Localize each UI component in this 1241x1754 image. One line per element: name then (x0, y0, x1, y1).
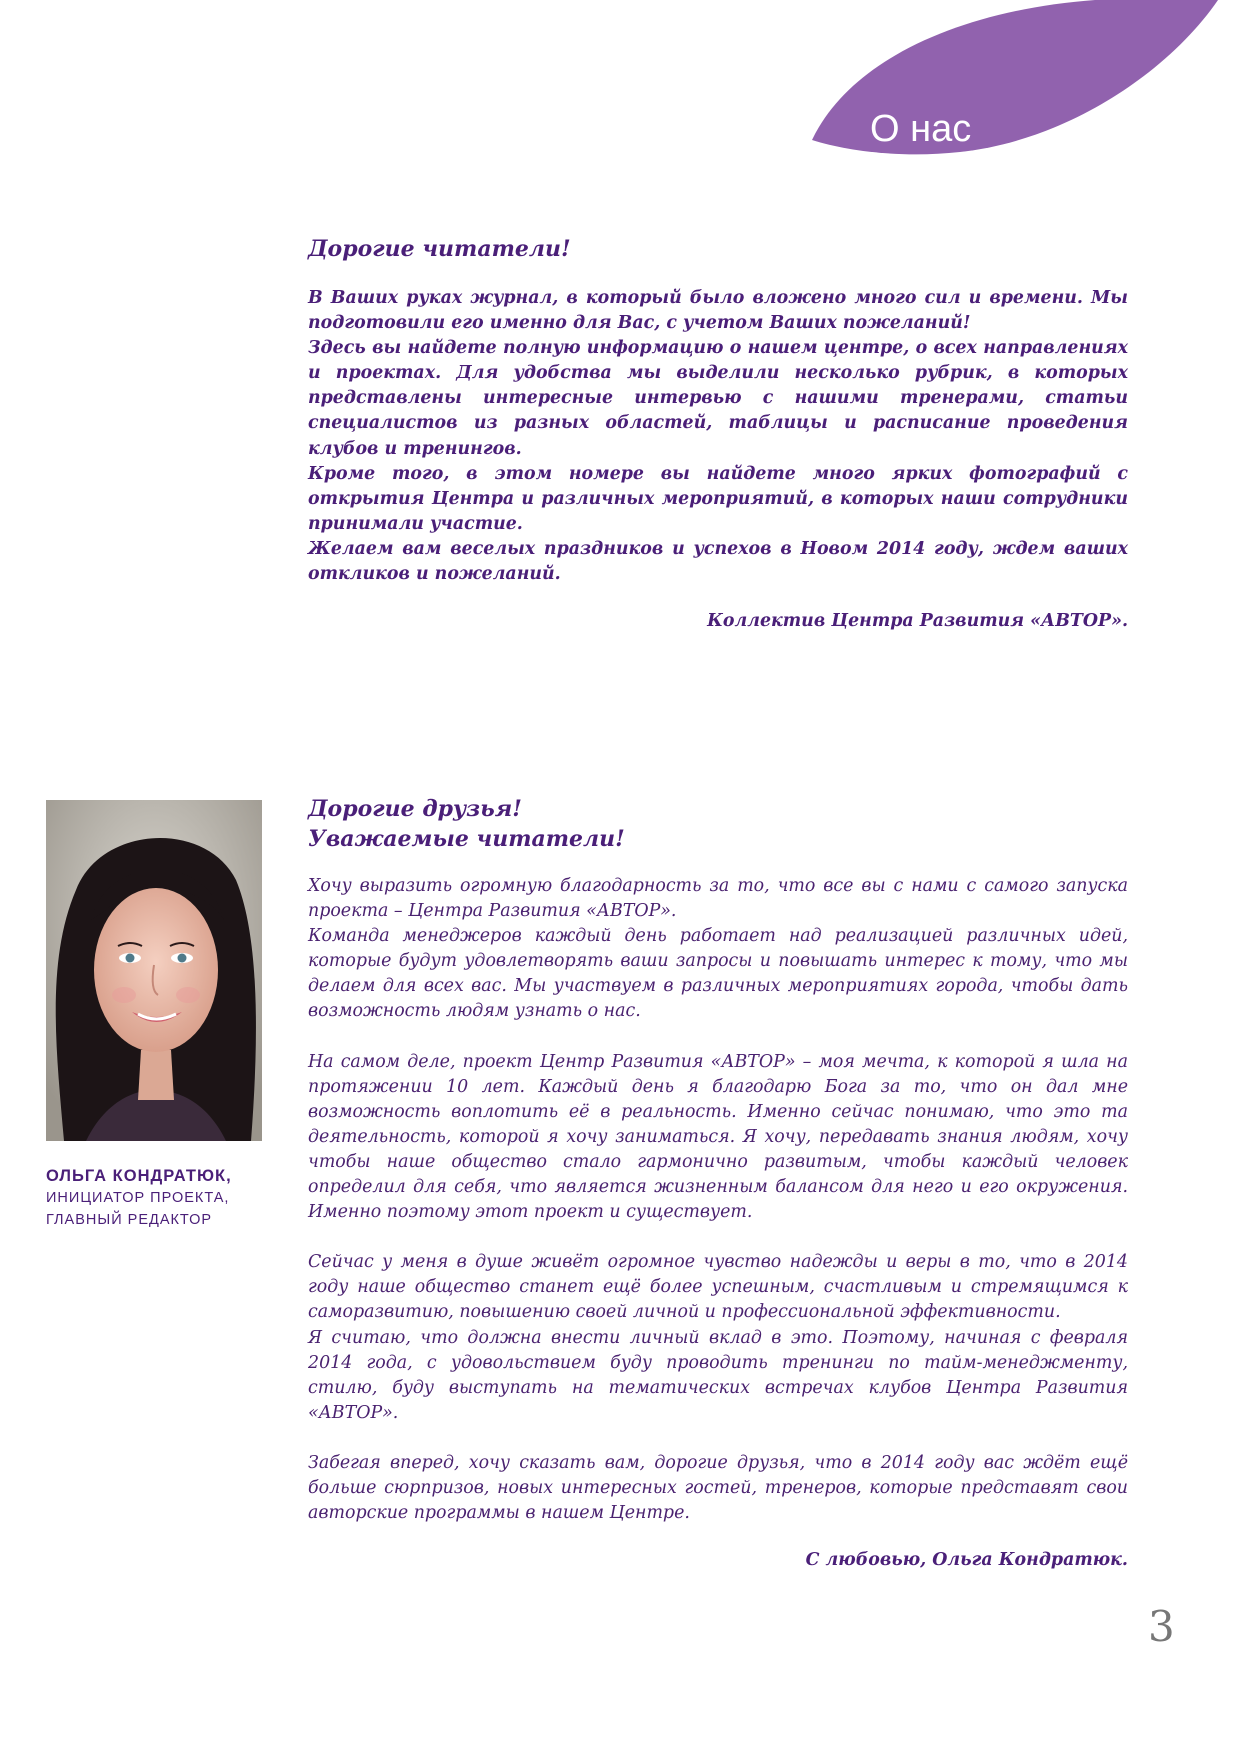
letter-heading: Дорогие друзья! (308, 796, 522, 822)
editor-letter (308, 794, 1128, 1570)
letter-signature: С любовью, Ольга Кондратюк. (805, 1550, 1128, 1571)
header-leaf-shape (0, 0, 1241, 200)
letter-heading: Уважаемые читатели! (308, 826, 625, 852)
letter-paragraph: На самом деле, проект Центр Развития «АВТОР» – моя мечта, к которой я шла на протяжении 10 лет. Каждый день я благодарю Бога за то, что он дал мне возможность воплотить её в реальность. Именно сейчас понимаю, что это та деятельность, которой я хочу заниматься. Я хочу, передавать знания людям, хочу чтобы наше общество стало гармонично развитым, чтобы каждый человек определил для себя, что является жизненным балансом для него и его окружения. Именно поэтому этот проект и существует. (308, 1051, 1128, 1223)
letter-paragraph: Здесь вы найдете полную информацию о нашем центре, о всех направлениях и проектах. Для удобства мы выделили несколько рубрик, в которых представлены интересные интервью с нашими тренерами, статьи специалистов из разных областей, таблицы и расписание проведения клубов и тренингов. (308, 338, 1128, 459)
editorial-letter (308, 236, 1128, 631)
author-photo (46, 800, 262, 1141)
letter-paragraph: Сейчас у меня в душе живёт огромное чувство надежды и веры в то, что в 2014 году наше общество станет ещё более успешным, счастливым и стремящимся к саморазвитию, повышению своей личной и профессиональной эффективности. (308, 1252, 1128, 1323)
author-role: ИНИЦИАТОР ПРОЕКТА, (46, 1190, 230, 1206)
letter-paragraph: Кроме того, в этом номере вы найдете много ярких фотографий с открытия Центра и различных мероприятий, в которых наши сотрудники принимали участие. (308, 463, 1128, 534)
letter-paragraph: Забегая вперед, хочу сказать вам, дорогие друзья, что в 2014 году вас ждёт ещё больше сюрпризов, новых интересных гостей, тренеров, которые представят свои авторские программы в нашем Центре. (308, 1452, 1128, 1524)
letter-paragraph: Хочу выразить огромную благодарность за то, что все вы с нами с самого запуска проекта – Центра Развития «АВТОР». (308, 876, 1128, 922)
letter-paragraph: Я считаю, что должна внести личный вклад в это. Поэтому, начиная с февраля 2014 года, с удовольствием буду проводить тренинги по тайм-менеджменту, стилю, буду выступать на тематических встречах клубов Центра Развития «АВТОР». (308, 1327, 1128, 1423)
author-name: ОЛЬГА КОНДРАТЮК, (46, 1167, 232, 1185)
author-caption (46, 1165, 232, 1231)
author-role: ГЛАВНЫЙ РЕДАКТОР (46, 1212, 213, 1228)
section-title: О нас (870, 108, 972, 150)
letter-paragraph: Желаем вам веселых праздников и успехов в Новом 2014 году, ждем ваших откликов и пожеланий. (308, 538, 1128, 585)
letter-heading: Дорогие читатели! (308, 236, 571, 262)
letter-paragraph: В Ваших руках журнал, в который было вложено много сил и времени. Мы подготовили его именно для Вас, с учетом Ваших пожеланий! (308, 288, 1128, 334)
page-number: 3 (1148, 1602, 1175, 1651)
letter-paragraph: Команда менеджеров каждый день работает над реализацией различных идей, которые будут удовлетворять ваши запросы и повышать интерес к тому, что мы делаем для всех вас. Мы участвуем в различных мероприятиях города, чтобы дать возможность людям узнать о нас. (308, 926, 1128, 1022)
letter-signature: Коллектив Центра Развития «АВТОР». (707, 611, 1128, 632)
